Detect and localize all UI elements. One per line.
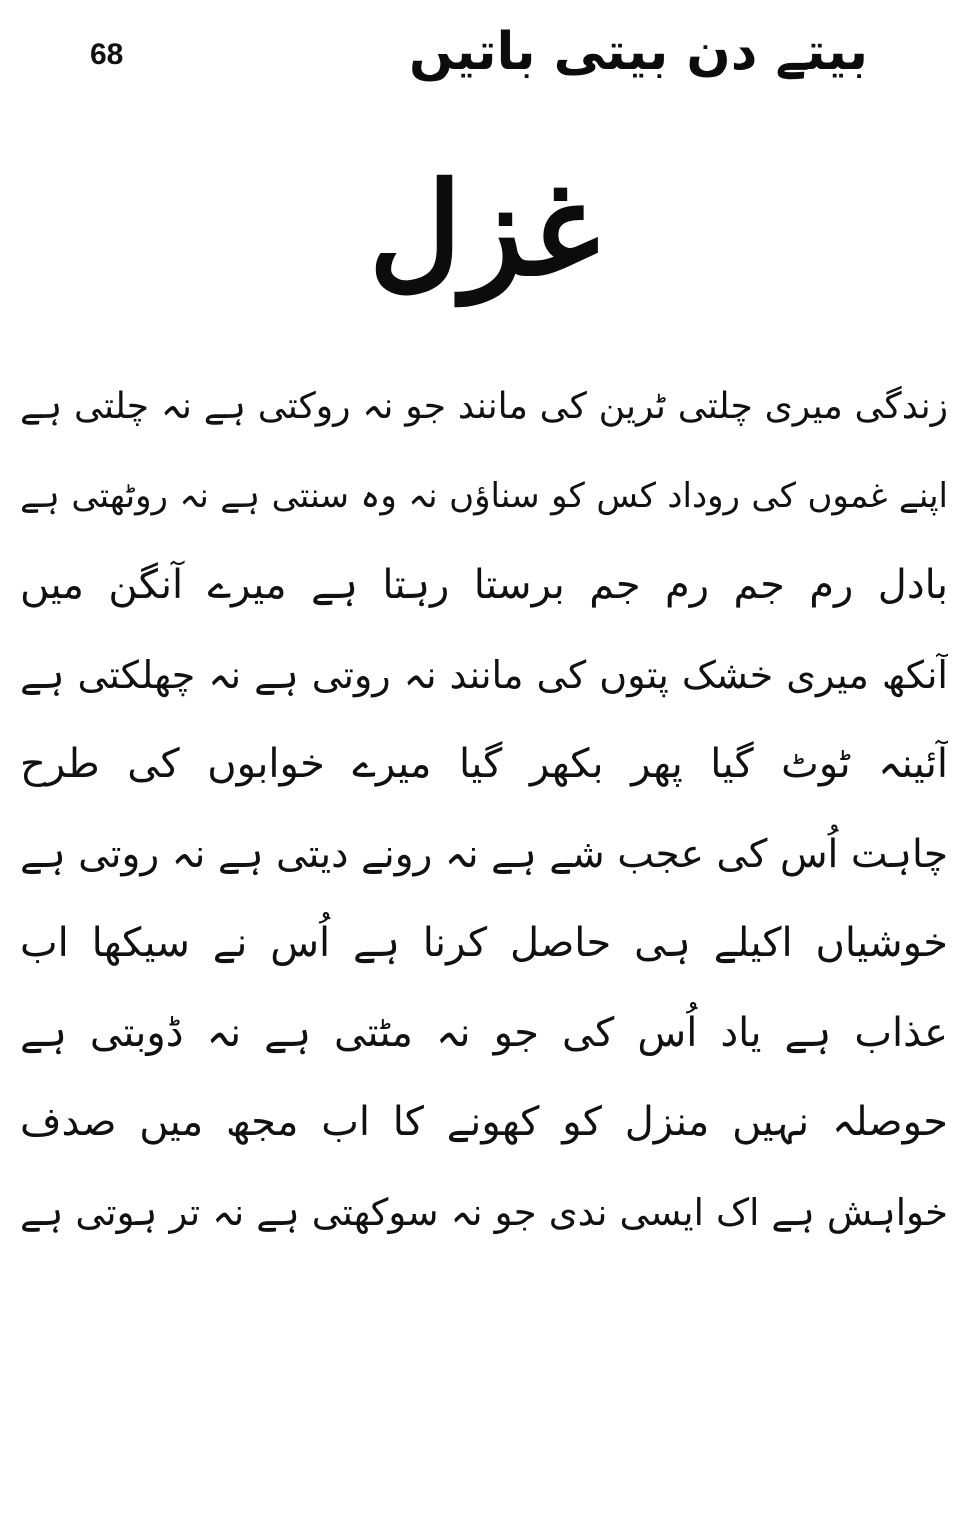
poem-title: غزل [368,155,600,305]
verse-line: آنکھ میری خشک پتوں کی مانند نہ روتی ہے نہ چھلکتی ہے [20,652,948,697]
page-number: 68 [90,38,124,71]
verse-line: حوصلہ نہیں منزل کو کھونے کا اب مجھ میں صدف [20,1099,948,1145]
verse-line: خواہش ہے اک ایسی ندی جو نہ سوکھتی ہے نہ تر ہوتی ہے [20,1190,948,1234]
verse-line: چاہت اُس کی عجب شے ہے نہ رونے دیتی ہے نہ روتی ہے [20,831,948,877]
verse-line: خوشیاں اکیلے ہی حاصل کرنا ہے اُس نے سیکھا اب [20,920,948,966]
verse-line: بادل رم جم رم جم برستا رہتا ہے میرے آنگن میں [20,562,948,608]
poem-verses [20,362,948,1257]
verse-line: اپنے غموں کی روداد کس کو سناؤں نہ وہ سنتی ہے نہ روٹھتی ہے [20,475,948,516]
verse-line: عذاب ہے یاد اُس کی جو نہ مٹتی ہے نہ ڈوبتی ہے [20,1009,948,1056]
verse-line: آئینہ ٹوٹ گیا پھر بکھر گیا میرے خوابوں کی طرح [20,741,948,787]
running-title: بیتے دن بیتی باتیں [408,22,868,82]
verse-line: زندگی میری چلتی ٹرین کی مانند جو نہ روکتی ہے نہ چلتی ہے [20,386,948,427]
